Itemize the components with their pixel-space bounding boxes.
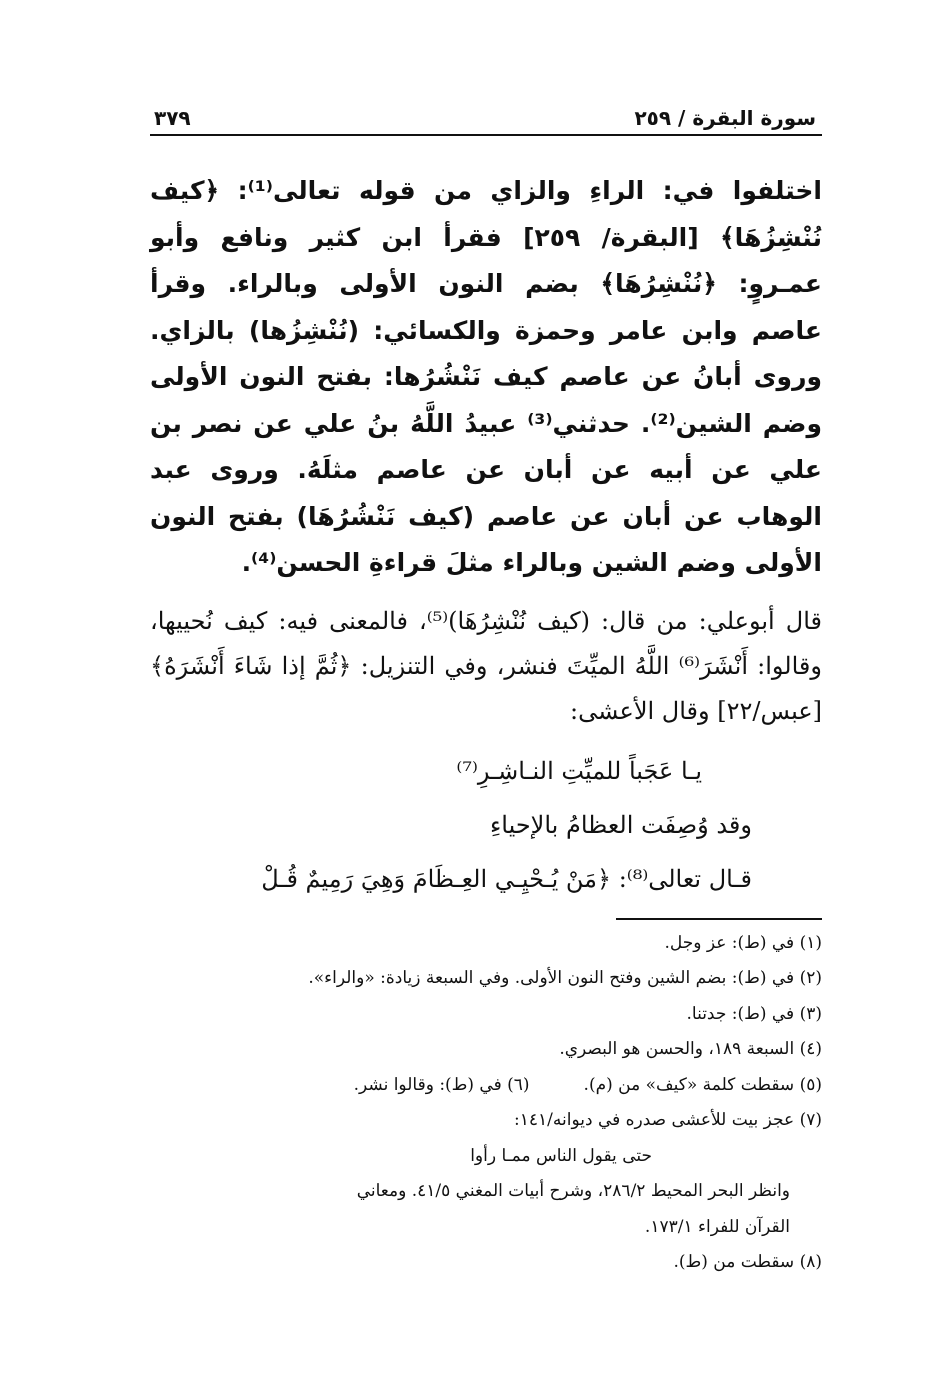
book-page (150, 92, 822, 1292)
footnote-7-verse: حتى يقول الناس ممـا رأوا (470, 1145, 652, 1166)
footnote-4: (٤) السبعة ١٨٩، والحسن هو البصري. (559, 1039, 822, 1059)
after-verse-line: وقد وُصِفَت العظامُ بالإحياءِ (490, 810, 752, 839)
footnote-row-5-6 (150, 1068, 822, 1104)
page-number: ٣٧٩ (154, 106, 191, 130)
quran-quote-line: قـال تعالى⁽⁸⁾: ﴿مَنْ يُـحْيِـي العِـظَامَ وَهِيَ رَمِيمٌ قُـلْ (261, 864, 752, 893)
footnotes (150, 926, 822, 1281)
footnote-1: (١) في (ط): عز وجل. (664, 932, 822, 953)
footnote-2: (٢) في (ط): بضم الشين وفتح النون الأولى. وفي السبعة زيادة: «والراء». (308, 968, 822, 988)
running-header (150, 92, 822, 136)
header-title: سورة البقرة / ٢٥٩ (634, 106, 816, 130)
main-text (150, 168, 822, 587)
commentary-paragraph: قال أبوعلي: من قال: (كيف نُنْشِرُهَا)⁽⁵⁾، فالمعنى فيه: كيف نُحييها، وقالوا: أَنْشَرَ⁽⁶⁾ اللَّهُ الميِّتَ فنشر، وفي التنزيل: ﴿ثُمَّ إذا شَاءَ أَنْشَرَهُ﴾ [عبس/٢٢] وقال الأعشى: (150, 606, 822, 725)
commentary-text (150, 599, 822, 734)
footnote-7: (٧) عجز بيت للأعشى صدره في ديوانه/١٤١: (514, 1110, 822, 1130)
footnote-8: (٨) سقطت من (ط). (673, 1252, 822, 1272)
poem-verse: يـا عَجَباً للميِّتِ النـاشِـرِ⁽⁷⁾ (456, 756, 702, 785)
footnote-6: (٦) في (ط): وقالوا نشر. (353, 1074, 530, 1095)
main-paragraph: اختلفوا في: الراءِ والزاي من قوله تعالى⁽¹⁾: ﴿كيف نُنْشِزُهَا﴾ [البقرة/ ٢٥٩] فقرأ ابن كثير ونافع وأبو عمـروٍ: ﴿نُنْشِرُهَا﴾ بضم النون الأولى وبالراء. وقرأ عاصم وابن عامر وحمزة والكسائي: (نُنْشِزُها) بالزاي. وروى أبانُ عن عاصم كيف نَنْشُرُها: بفتح النون الأولى وضم الشين⁽²⁾. حدثني⁽³⁾ عبيدُ اللَّهُ بنُ علي عن نصر بن علي عن أبيه عن أبان عن عاصم مثلَهُ. وروى عبد الوهاب عن أبان عن عاصم (كيف نَنْشُرُهَا) بفتح النون الأولى وضم الشين وبالراء مثلَ قراءةِ الحسن⁽⁴⁾. (150, 176, 823, 577)
footnote-separator (616, 918, 822, 920)
footnote-5: (٥) سقطت كلمة «كيف» من (م). (583, 1074, 822, 1095)
footnote-7-continuation: وانظر البحر المحيط ٢٨٦/٢، وشرح أبيات المغني ٤١/٥. ومعاني (356, 1181, 790, 1201)
footnote-7-continuation-2: القرآن للفراء ١٧٣/١. (644, 1216, 790, 1237)
footnote-3: (٣) في (ط): جدتنا. (686, 1003, 822, 1024)
